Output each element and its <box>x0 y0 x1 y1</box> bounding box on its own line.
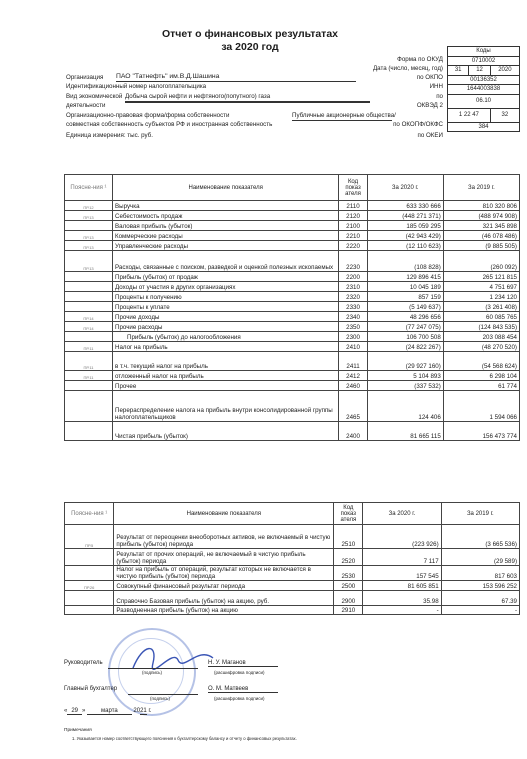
row-name: Налог на прибыль от операций, результат которых не включается в чистую прибыль (убыток) периода <box>114 566 334 581</box>
codes-label: Коды <box>448 47 520 57</box>
accountant-name-caption: (расшифровка подписи) <box>214 696 265 701</box>
row-code: 2510 <box>334 525 363 549</box>
col-2020: За 2020 г. <box>367 175 443 201</box>
col-name: Наименование показателя <box>114 503 334 525</box>
table-row <box>65 211 520 221</box>
inn-code: 1644003838 <box>448 85 520 95</box>
row-value-2020: 81 605 851 <box>363 581 441 591</box>
row-value-2019: (48 270 520) <box>443 342 519 352</box>
row-value-2019: 67.39 <box>441 591 519 606</box>
row-value-2020: (448 271 371) <box>367 211 443 221</box>
row-value-2019: 153 596 252 <box>441 581 519 591</box>
date-day: 31 <box>448 66 469 76</box>
row-code: 2300 <box>339 332 367 342</box>
table-row <box>65 241 520 251</box>
col-name: Наименование показателя <box>113 175 339 201</box>
row-name: Прочие доходы <box>113 312 339 322</box>
row-code: 2120 <box>339 211 367 221</box>
col-notes: Поясне-ния ¹ <box>65 503 114 525</box>
row-value-2019: 203 088 454 <box>443 332 519 342</box>
row-note: ПР.11 <box>65 352 113 371</box>
row-value-2020: 106 700 508 <box>367 332 443 342</box>
row-value-2020: 81 665 115 <box>367 422 443 441</box>
activity-po: по <box>436 93 443 100</box>
row-name: Совокупный финансовый результат периода <box>114 581 334 591</box>
row-note <box>65 292 113 302</box>
row-code: 2900 <box>334 591 363 606</box>
unit-label: Единица измерения: тыс. руб. <box>66 132 153 139</box>
row-note: ПР.11 <box>65 371 113 381</box>
row-name: отложенный налог на прибыль <box>113 371 339 381</box>
row-value-2019: (46 078 486) <box>443 231 519 241</box>
row-value-2020: (42 943 429) <box>367 231 443 241</box>
row-value-2020: 10 045 189 <box>367 282 443 292</box>
row-value-2019: (3 665 536) <box>441 525 519 549</box>
row-value-2020: 35.98 <box>363 591 441 606</box>
comprehensive-result-table <box>64 502 520 615</box>
okei-code: 384 <box>448 122 520 132</box>
okved-code: 06.10 <box>448 94 520 108</box>
row-note <box>65 391 113 422</box>
row-name: Разводненная прибыль (убыток) на акцию <box>114 606 334 615</box>
row-value-2020: (24 822 267) <box>367 342 443 352</box>
date-label: Дата (число, месяц, год) <box>372 65 443 72</box>
form-label-2: совместная собственность субъектов РФ и иностранная собственность <box>66 121 273 128</box>
row-value-2019: (124 843 535) <box>443 322 519 332</box>
row-code: 2460 <box>339 381 367 391</box>
activity-value: Добыча сырой нефти и нефтяного(попутного) газа <box>125 93 370 102</box>
row-name: Прочие расходы <box>113 322 339 332</box>
accountant-label: Главный бухгалтер <box>64 686 118 692</box>
row-note <box>65 422 113 441</box>
row-code: 2400 <box>339 422 367 441</box>
table-row <box>65 352 520 371</box>
row-code: 2340 <box>339 312 367 322</box>
sign-year-prefix: 20 <box>133 708 141 714</box>
row-value-2020: 5 104 893 <box>367 371 443 381</box>
inn-caption: Идентификационный номер налогоплательщика <box>66 83 207 90</box>
row-code: 2330 <box>339 302 367 312</box>
row-code: 2410 <box>339 342 367 352</box>
row-note: ПР.13 <box>65 241 113 251</box>
table-row <box>65 251 520 272</box>
table-row <box>65 302 520 312</box>
row-value-2020: 857 159 <box>367 292 443 302</box>
row-name: Валовая прибыль (убыток) <box>113 221 339 231</box>
row-code: 2500 <box>334 581 363 591</box>
row-code: 2412 <box>339 371 367 381</box>
table-row <box>65 581 520 591</box>
row-value-2019: (3 261 408) <box>443 302 519 312</box>
row-name: Справочно Базовая прибыль (убыток) на акцию, руб. <box>114 591 334 606</box>
activity-underline <box>125 102 370 103</box>
income-statement-table <box>64 174 520 441</box>
table-header-row <box>65 503 520 525</box>
row-value-2019: (54 568 624) <box>443 352 519 371</box>
org-label: Организация <box>66 74 104 81</box>
row-code: 2465 <box>339 391 367 422</box>
row-value-2020: 633 330 666 <box>367 201 443 211</box>
sign-year-suffix: г. <box>148 708 152 714</box>
col-2020: За 2020 г. <box>363 503 441 525</box>
table-row <box>65 282 520 292</box>
form-label: Организационно-правовая форма/форма собственности <box>66 112 230 119</box>
row-name: Выручка <box>113 201 339 211</box>
col-2019: За 2019 г. <box>441 503 519 525</box>
row-value-2020: (29 927 160) <box>367 352 443 371</box>
row-value-2020: (223 926) <box>363 525 441 549</box>
row-value-2020: (108 828) <box>367 251 443 272</box>
row-code: 2100 <box>339 221 367 231</box>
okopf-label: по ОКОПФ/ОКФС <box>393 121 443 128</box>
form-value: Публичные акционерные общества/ <box>292 112 396 119</box>
table-row <box>65 322 520 332</box>
accountant-signature-line <box>128 686 198 695</box>
sign-day: 29 <box>67 708 82 715</box>
row-note: ПР.12 <box>65 201 113 211</box>
okud-code: 0710002 <box>448 56 520 66</box>
row-code: 2320 <box>339 292 367 302</box>
table-row <box>65 566 520 581</box>
okud-label: Форма по ОКУД <box>397 56 443 63</box>
row-note: ПР.14 <box>65 322 113 332</box>
sign-month: марта <box>87 708 132 715</box>
row-value-2019: - <box>441 606 519 615</box>
row-note: ПР.5 <box>65 525 114 549</box>
table-row <box>65 231 520 241</box>
okpo-code: 00136352 <box>448 75 520 85</box>
row-note: ПР.13 <box>65 211 113 221</box>
row-code: 2350 <box>339 322 367 332</box>
col-code: Код показ ателя <box>339 175 367 201</box>
row-name: Доходы от участия в других организациях <box>113 282 339 292</box>
table-row <box>65 201 520 211</box>
report-period: за 2020 год <box>221 41 279 53</box>
row-name: Прибыль (убыток) до налогообложения <box>113 332 339 342</box>
table-row <box>65 391 520 422</box>
okpo-label: по ОКПО <box>416 74 443 81</box>
row-note <box>65 302 113 312</box>
row-value-2019: (9 885 505) <box>443 241 519 251</box>
row-value-2019: 265 121 815 <box>443 272 519 282</box>
row-note: ПР.13 <box>65 251 113 272</box>
row-code: 2220 <box>339 241 367 251</box>
row-value-2019: 810 320 806 <box>443 201 519 211</box>
row-code: 2110 <box>339 201 367 211</box>
codes-table <box>447 46 520 132</box>
row-value-2019: 6 298 104 <box>443 371 519 381</box>
note-1: 1. Указывается номер соответствующего пояснения к бухгалтерскому балансу и отчету о финансовых результатах. <box>72 736 297 741</box>
row-code: 2310 <box>339 282 367 292</box>
row-note: ПР.11 <box>65 342 113 352</box>
table-row <box>65 549 520 566</box>
row-value-2019: 60 085 765 <box>443 312 519 322</box>
head-name-caption: (расшифровка подписи) <box>214 670 265 675</box>
row-value-2019: (488 974 908) <box>443 211 519 221</box>
head-signature-line <box>108 660 198 669</box>
sign-year: 21 <box>140 708 147 714</box>
row-note: ПР.26 <box>65 581 114 591</box>
table-row <box>65 292 520 302</box>
report-title: Отчет о финансовых результатах <box>161 28 338 40</box>
table-row <box>65 606 520 615</box>
row-name: Чистая прибыль (убыток) <box>113 422 339 441</box>
activity-label: Вид экономической <box>66 93 123 100</box>
row-note <box>65 282 113 292</box>
table-row <box>65 371 520 381</box>
row-value-2020: (77 247 075) <box>367 322 443 332</box>
row-value-2020: (337 532) <box>367 381 443 391</box>
row-code: 2210 <box>339 231 367 241</box>
row-value-2020: 157 545 <box>363 566 441 581</box>
okopf-code: 1 22 47 <box>448 108 491 122</box>
row-name: Коммерческие расходы <box>113 231 339 241</box>
row-value-2020: 124 406 <box>367 391 443 422</box>
row-name: Проценты к получению <box>113 292 339 302</box>
row-value-2020: 185 059 295 <box>367 221 443 231</box>
row-note <box>65 332 113 342</box>
okei-label: по ОКЕИ <box>417 132 443 139</box>
row-value-2020: 7 117 <box>363 549 441 566</box>
row-value-2019: (260 092) <box>443 251 519 272</box>
row-note <box>65 566 114 581</box>
row-name: Проценты к уплате <box>113 302 339 312</box>
row-value-2019: 817 603 <box>441 566 519 581</box>
row-value-2020: - <box>363 606 441 615</box>
row-note <box>65 606 114 615</box>
org-name: ПАО "Татнефть" им.В.Д.Шашина <box>116 73 356 82</box>
table-header-row <box>65 175 520 201</box>
head-name: Н. У. Маганов <box>208 660 278 667</box>
row-note: ПР.13 <box>65 231 113 241</box>
row-value-2019: 1 234 120 <box>443 292 519 302</box>
row-name: Управленческие расходы <box>113 241 339 251</box>
row-note <box>65 381 113 391</box>
table-row <box>65 591 520 606</box>
inn-label: ИНН <box>429 83 443 90</box>
row-name: Результат от переоценки внеоборотных активов, не включаемый в чистую прибыль (убыток) периода <box>114 525 334 549</box>
accountant-sign-caption: (подпись) <box>150 696 171 701</box>
sign-date: « 29 » марта 2021 г. <box>64 708 152 714</box>
row-value-2020: (5 149 637) <box>367 302 443 312</box>
row-note <box>65 591 114 606</box>
row-note <box>65 221 113 231</box>
okved-label: ОКВЭД 2 <box>416 102 443 109</box>
row-name: Результат от прочих операций, не включаемый в чистую прибыль (убыток) периода <box>114 549 334 566</box>
col-notes: Поясне-ния ¹ <box>65 175 113 201</box>
accountant-name: О. М. Матвеев <box>208 686 278 693</box>
row-value-2019: 1 594 066 <box>443 391 519 422</box>
row-code: 2520 <box>334 549 363 566</box>
row-value-2019: 156 473 774 <box>443 422 519 441</box>
row-value-2019: 321 345 898 <box>443 221 519 231</box>
row-name: Прибыль (убыток) от продаж <box>113 272 339 282</box>
row-value-2020: 48 296 656 <box>367 312 443 322</box>
row-code: 2200 <box>339 272 367 282</box>
row-value-2019: 4 751 697 <box>443 282 519 292</box>
row-note <box>65 549 114 566</box>
row-name: в т.ч. текущий налог на прибыль <box>113 352 339 371</box>
row-value-2020: 129 896 415 <box>367 272 443 282</box>
row-name: Налог на прибыль <box>113 342 339 352</box>
row-name: Расходы, связанные с поиском, разведкой и оценкой полезных ископаемых <box>113 251 339 272</box>
date-month: 12 <box>469 66 490 76</box>
row-value-2019: 61 774 <box>443 381 519 391</box>
col-code: Код показ ателя <box>334 503 363 525</box>
date-year: 2020 <box>490 66 519 76</box>
table-row <box>65 422 520 441</box>
row-note <box>65 272 113 282</box>
table-row <box>65 332 520 342</box>
table-row <box>65 525 520 549</box>
row-code: 2230 <box>339 251 367 272</box>
notes-title: Примечания <box>64 728 92 733</box>
row-name: Себестоимость продаж <box>113 211 339 221</box>
table-row <box>65 272 520 282</box>
activity-label-2: деятельности <box>66 102 106 109</box>
row-value-2020: (12 110 623) <box>367 241 443 251</box>
row-code: 2411 <box>339 352 367 371</box>
col-2019: За 2019 г. <box>443 175 519 201</box>
table-row <box>65 381 520 391</box>
row-name: Перераспределение налога на прибыль внутри консолидированной группы налогоплательщиков <box>113 391 339 422</box>
row-name: Прочее <box>113 381 339 391</box>
row-value-2019: (29 589) <box>441 549 519 566</box>
row-code: 2910 <box>334 606 363 615</box>
head-sign-caption: (подпись) <box>142 670 163 675</box>
table-row <box>65 342 520 352</box>
table-row <box>65 312 520 322</box>
head-label: Руководитель <box>64 660 103 666</box>
row-code: 2530 <box>334 566 363 581</box>
okfs-code: 32 <box>490 108 519 122</box>
row-note: ПР.14 <box>65 312 113 322</box>
table-row <box>65 221 520 231</box>
